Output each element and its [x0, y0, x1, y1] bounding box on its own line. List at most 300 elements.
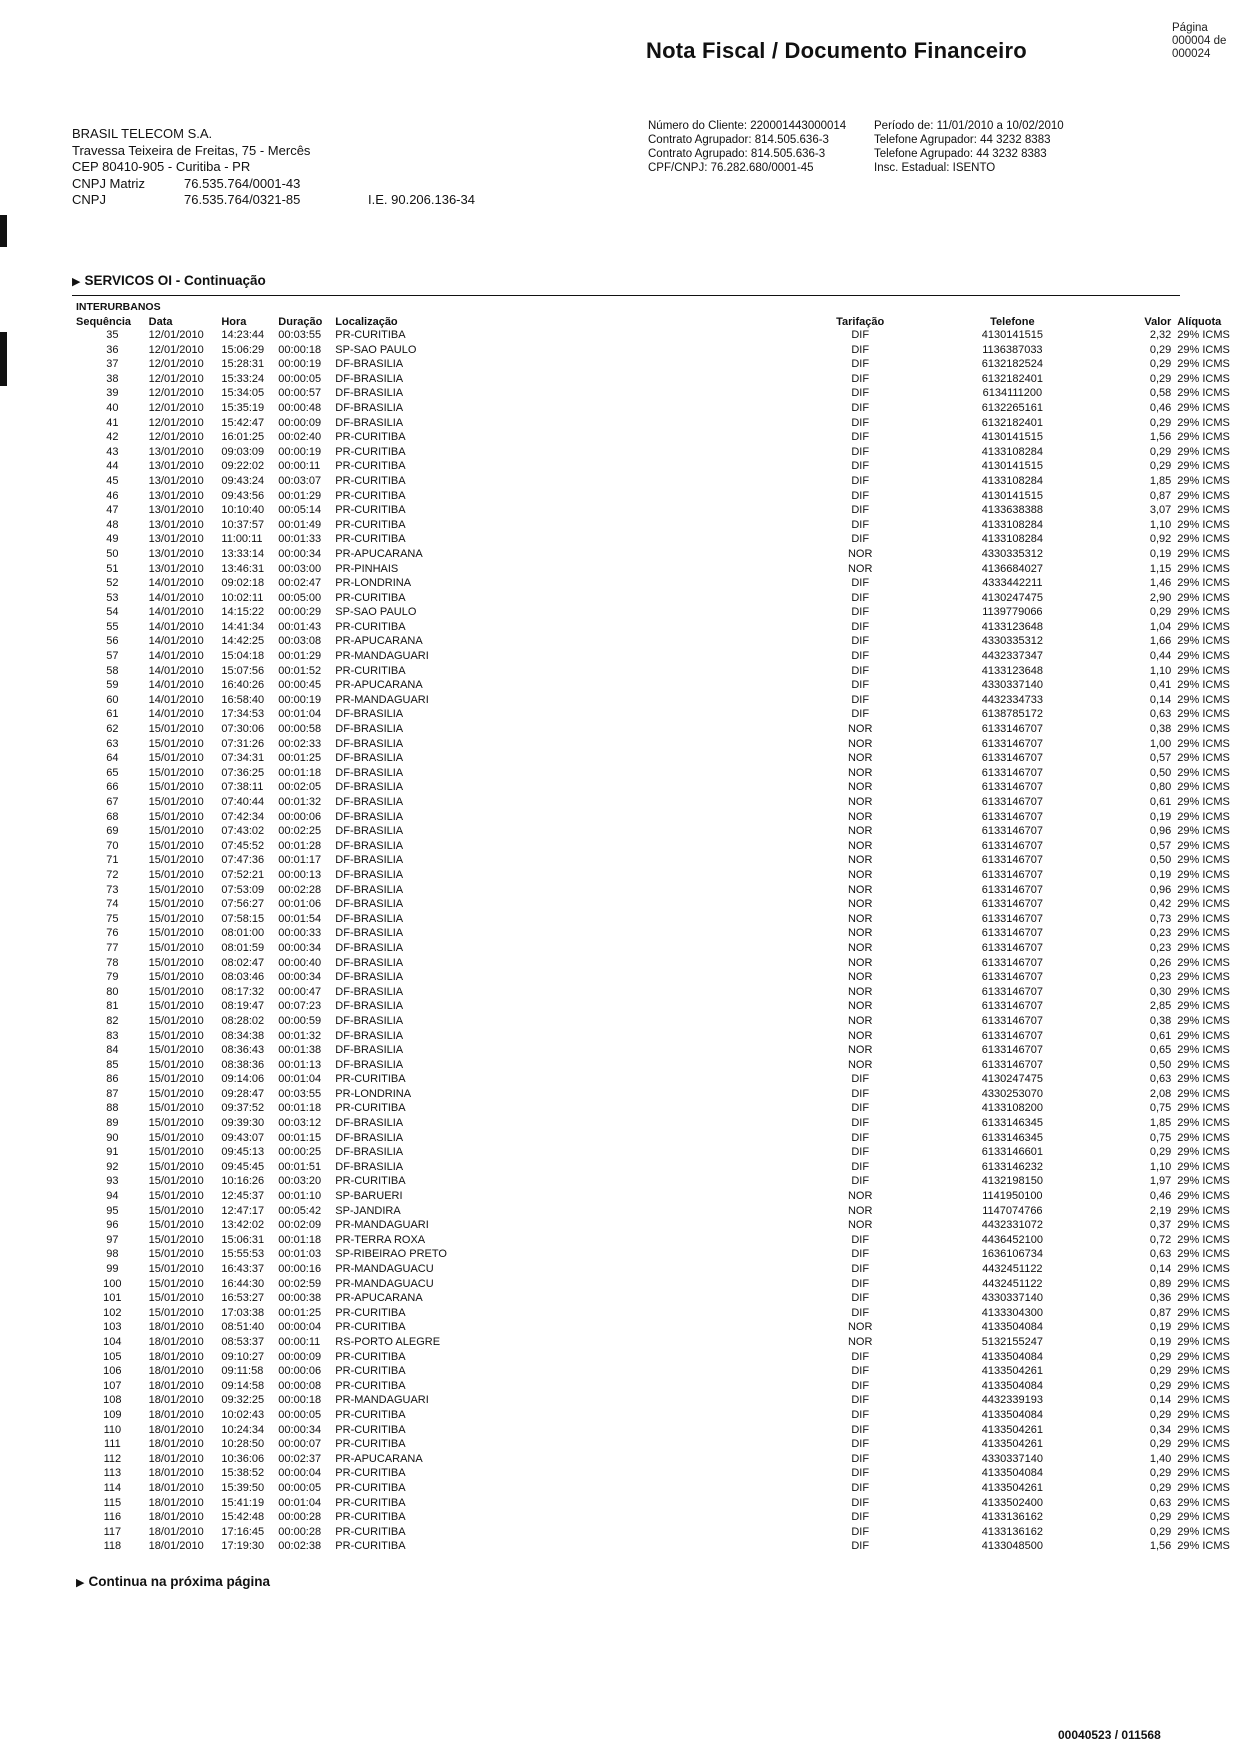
cell-data: 14/01/2010 — [148, 620, 204, 633]
cell-aliquota: 29% ICMS — [1177, 927, 1230, 940]
cell-duracao: 00:00:19 — [278, 445, 322, 458]
cell-sequencia: 35 — [106, 329, 119, 341]
cell-valor: 0,72 — [1149, 1233, 1172, 1246]
table-row — [76, 1043, 1248, 1058]
cell-data: 13/01/2010 — [148, 547, 204, 560]
cell-tarifacao: DIF — [851, 460, 870, 473]
col-header-localizacao: Localização — [335, 316, 398, 328]
cell-data: 15/01/2010 — [148, 1292, 204, 1305]
cell-tarifacao: DIF — [851, 372, 870, 385]
cell-valor: 0,46 — [1149, 1190, 1172, 1203]
table-row — [76, 372, 1248, 387]
table-row — [76, 430, 1248, 445]
cell-duracao: 00:01:52 — [278, 664, 322, 677]
cell-aliquota: 29% ICMS — [1177, 1365, 1230, 1378]
cell-duracao: 00:01:18 — [278, 766, 322, 779]
table-row — [76, 1131, 1248, 1146]
cell-telefone: 6133146707 — [981, 971, 1043, 984]
cell-data: 18/01/2010 — [148, 1321, 204, 1334]
cell-telefone: 4432337347 — [981, 650, 1043, 663]
cell-duracao: 00:00:57 — [278, 387, 322, 400]
cell-aliquota: 29% ICMS — [1177, 1117, 1230, 1130]
cell-telefone: 6138785172 — [981, 708, 1043, 721]
cell-data: 13/01/2010 — [148, 474, 204, 487]
table-row — [76, 503, 1248, 518]
cell-hora: 09:11:58 — [221, 1365, 264, 1378]
table-row — [76, 941, 1248, 956]
cell-localizacao: DF-BRASILIA — [335, 416, 404, 429]
cell-sequencia: 98 — [106, 1248, 119, 1261]
cell-localizacao: DF-BRASILIA — [335, 1146, 404, 1159]
cell-telefone: 4432331072 — [981, 1219, 1043, 1232]
cell-hora: 07:47:36 — [221, 854, 265, 867]
cell-duracao: 00:00:19 — [278, 358, 322, 371]
cell-aliquota: 29% ICMS — [1177, 1467, 1230, 1480]
cell-telefone: 4133108284 — [981, 445, 1043, 458]
cell-sequencia: 54 — [106, 606, 119, 619]
cell-localizacao: RS-PORTO ALEGRE — [335, 1335, 441, 1348]
cell-tarifacao: DIF — [851, 1408, 870, 1421]
cell-tarifacao: NOR — [847, 1029, 873, 1042]
cell-data: 15/01/2010 — [148, 766, 204, 779]
cell-sequencia: 46 — [106, 489, 119, 502]
table-row — [76, 1350, 1248, 1365]
cell-data: 13/01/2010 — [148, 562, 204, 575]
cell-data: 15/01/2010 — [148, 1014, 204, 1027]
cell-tarifacao: DIF — [851, 1365, 870, 1378]
cell-localizacao: PR-TERRA ROXA — [335, 1233, 426, 1246]
cell-telefone: 4133108284 — [981, 518, 1043, 531]
cell-sequencia: 75 — [106, 912, 119, 925]
cell-telefone: 6134111200 — [982, 387, 1043, 400]
cell-data: 15/01/2010 — [148, 971, 204, 984]
cell-data: 12/01/2010 — [148, 372, 204, 385]
cell-hora: 08:34:38 — [221, 1029, 265, 1042]
cell-valor: 0,29 — [1149, 460, 1172, 473]
table-row — [76, 547, 1248, 562]
cell-localizacao: PR-LONDRINA — [335, 1087, 412, 1100]
cell-localizacao: PR-CURITIBA — [335, 1350, 406, 1363]
cell-telefone: 6133146232 — [981, 1160, 1043, 1173]
table-row — [76, 1423, 1248, 1438]
cell-localizacao: PR-MANDAGUARI — [335, 1394, 429, 1407]
cell-localizacao: PR-CURITIBA — [335, 620, 406, 633]
cell-tarifacao: NOR — [847, 1014, 873, 1027]
cell-localizacao: PR-LONDRINA — [335, 577, 412, 590]
cell-localizacao: DF-BRASILIA — [335, 825, 404, 838]
cell-valor: 0,87 — [1149, 489, 1172, 502]
cell-valor: 0,26 — [1149, 956, 1172, 969]
cell-valor: 0,19 — [1149, 868, 1172, 881]
cell-duracao: 00:00:34 — [278, 1423, 322, 1436]
cell-duracao: 00:00:34 — [278, 971, 322, 984]
cell-telefone: 4436452100 — [981, 1233, 1043, 1246]
cell-valor: 0,58 — [1149, 387, 1172, 400]
cell-duracao: 00:00:29 — [278, 606, 322, 619]
section-title: SERVICOS OI - Continuação — [84, 273, 266, 288]
cnpj-value: 76.535.764/0321-85 — [184, 192, 301, 207]
cell-telefone: 4133504084 — [981, 1321, 1043, 1334]
cell-valor: 0,29 — [1149, 445, 1172, 458]
table-row — [76, 839, 1248, 854]
cell-tarifacao: DIF — [851, 1452, 870, 1465]
cell-hora: 15:04:18 — [221, 650, 265, 663]
cell-hora: 07:42:34 — [221, 810, 265, 823]
cell-telefone: 1136387033 — [982, 343, 1043, 356]
table-row — [76, 562, 1248, 577]
cell-telefone: 6133146707 — [981, 796, 1043, 808]
cell-tarifacao: DIF — [851, 1160, 870, 1173]
cell-aliquota: 29% ICMS — [1177, 343, 1230, 356]
cell-valor: 0,92 — [1149, 533, 1172, 546]
cell-hora: 15:35:19 — [221, 401, 265, 414]
cell-telefone: 6133146707 — [981, 1029, 1043, 1042]
cell-duracao: 00:00:40 — [278, 956, 322, 969]
cell-data: 14/01/2010 — [148, 606, 204, 619]
cell-data: 14/01/2010 — [148, 635, 204, 648]
cell-localizacao: PR-CURITIBA — [335, 1496, 406, 1509]
cell-hora: 08:28:02 — [221, 1014, 265, 1027]
cell-telefone: 4432339193 — [981, 1394, 1043, 1407]
cell-duracao: 00:05:14 — [278, 504, 322, 517]
cell-telefone: 4330337140 — [981, 679, 1043, 692]
cell-telefone: 4133123648 — [981, 664, 1043, 677]
table-row — [76, 926, 1248, 941]
cell-duracao: 00:00:07 — [278, 1438, 322, 1451]
cell-tarifacao: NOR — [847, 766, 873, 779]
cell-valor: 0,14 — [1149, 1394, 1172, 1407]
cell-data: 15/01/2010 — [148, 1087, 204, 1100]
cell-telefone: 6132182401 — [981, 372, 1043, 385]
cell-aliquota: 29% ICMS — [1177, 1438, 1230, 1451]
cell-hora: 09:45:45 — [221, 1160, 265, 1173]
cell-localizacao: PR-MANDAGUACU — [335, 1263, 434, 1275]
company-cnpj-matriz — [72, 176, 310, 193]
table-row — [76, 605, 1248, 620]
cell-telefone: 4133304300 — [981, 1306, 1043, 1319]
cell-duracao: 00:01:29 — [278, 650, 322, 663]
cell-duracao: 00:01:29 — [278, 489, 322, 502]
cell-sequencia: 64 — [106, 752, 119, 765]
table-row — [76, 1452, 1248, 1467]
cell-valor: 1,00 — [1149, 737, 1172, 750]
cell-valor: 0,29 — [1149, 1146, 1172, 1159]
company-info — [72, 126, 310, 209]
cell-tarifacao: NOR — [847, 810, 873, 823]
cell-duracao: 00:00:38 — [278, 1292, 322, 1305]
cell-duracao: 00:00:09 — [278, 416, 322, 429]
cell-valor: 0,34 — [1149, 1423, 1172, 1436]
cell-data: 18/01/2010 — [148, 1379, 204, 1392]
cell-aliquota: 29% ICMS — [1177, 1014, 1230, 1027]
cell-aliquota: 29% ICMS — [1177, 1263, 1230, 1275]
table-row — [76, 1510, 1248, 1525]
cell-sequencia: 102 — [103, 1306, 122, 1319]
cell-valor: 0,23 — [1149, 941, 1172, 954]
cell-valor: 0,29 — [1149, 1408, 1172, 1421]
cell-hora: 08:17:32 — [221, 985, 265, 998]
cell-localizacao: PR-CURITIBA — [335, 474, 406, 487]
cell-hora: 07:36:25 — [221, 766, 265, 779]
cell-aliquota: 29% ICMS — [1177, 1496, 1230, 1509]
cell-hora: 08:02:47 — [221, 956, 265, 969]
cell-hora: 15:41:19 — [221, 1496, 265, 1509]
cell-aliquota: 29% ICMS — [1177, 1190, 1230, 1203]
cell-data: 15/01/2010 — [148, 737, 204, 750]
cell-telefone: 6132182524 — [981, 358, 1043, 371]
cell-telefone: 4130141515 — [981, 329, 1043, 341]
cell-telefone: 6133146707 — [981, 1044, 1043, 1057]
table-row — [76, 1408, 1248, 1423]
cell-localizacao: SP-SAO PAULO — [335, 606, 417, 619]
cell-hora: 10:37:57 — [221, 518, 265, 531]
cell-hora: 14:42:25 — [221, 635, 265, 648]
cell-duracao: 00:01:17 — [278, 854, 322, 867]
cell-data: 15/01/2010 — [148, 1160, 204, 1173]
cell-localizacao: PR-APUCARANA — [335, 1452, 423, 1465]
cell-duracao: 00:02:28 — [278, 883, 322, 896]
cell-sequencia: 37 — [106, 358, 119, 371]
cell-duracao: 00:01:18 — [278, 1233, 322, 1246]
cell-telefone: 4432334733 — [981, 693, 1043, 706]
cell-data: 15/01/2010 — [148, 825, 204, 838]
cell-tarifacao: NOR — [847, 1204, 873, 1217]
cell-duracao: 00:00:48 — [278, 401, 322, 414]
cell-tarifacao: NOR — [847, 547, 873, 560]
cell-aliquota: 29% ICMS — [1177, 460, 1230, 473]
cell-sequencia: 69 — [106, 825, 119, 838]
cell-aliquota: 29% ICMS — [1177, 1306, 1230, 1319]
insc-estadual-client: Insc. Estadual: ISENTO — [874, 162, 996, 174]
page-indicator — [1172, 22, 1226, 61]
cell-valor: 0,61 — [1149, 1029, 1172, 1042]
cell-localizacao: PR-CURITIBA — [335, 1423, 406, 1436]
table-row — [76, 386, 1248, 401]
cell-hora: 08:19:47 — [221, 1000, 265, 1013]
page-label: Página — [1172, 22, 1208, 34]
cell-sequencia: 110 — [103, 1423, 122, 1436]
cell-valor: 0,87 — [1149, 1306, 1172, 1319]
table-row — [76, 1145, 1248, 1160]
cell-duracao: 00:01:51 — [278, 1160, 322, 1173]
cell-telefone: 4330337140 — [981, 1452, 1043, 1465]
cell-sequencia: 94 — [106, 1190, 119, 1203]
binder-mark — [0, 215, 7, 247]
cell-hora: 17:34:53 — [221, 708, 265, 721]
cell-aliquota: 29% ICMS — [1177, 1423, 1230, 1436]
cell-data: 15/01/2010 — [148, 1029, 204, 1042]
cell-data: 15/01/2010 — [148, 781, 204, 794]
company-cnpj — [72, 192, 310, 209]
cell-tarifacao: DIF — [851, 1511, 870, 1524]
cell-aliquota: 29% ICMS — [1177, 358, 1230, 371]
cell-hora: 13:46:31 — [221, 562, 265, 575]
table-row — [76, 328, 1248, 343]
cell-aliquota: 29% ICMS — [1177, 1452, 1230, 1465]
cell-telefone: 1147074766 — [982, 1204, 1043, 1217]
cell-telefone: 6133146707 — [981, 898, 1043, 911]
cell-localizacao: DF-BRASILIA — [335, 898, 404, 911]
cell-tarifacao: DIF — [851, 1102, 870, 1115]
table-row — [76, 1364, 1248, 1379]
cell-localizacao: PR-APUCARANA — [335, 547, 423, 560]
cell-aliquota: 29% ICMS — [1177, 810, 1230, 823]
cell-valor: 0,29 — [1149, 1467, 1172, 1480]
cell-sequencia: 84 — [106, 1044, 119, 1057]
cell-hora: 09:43:56 — [221, 489, 265, 502]
cell-aliquota: 29% ICMS — [1177, 533, 1230, 546]
cell-data: 18/01/2010 — [148, 1438, 204, 1451]
cell-aliquota: 29% ICMS — [1177, 854, 1230, 867]
subsection-title: INTERURBANOS — [76, 301, 161, 313]
cell-aliquota: 29% ICMS — [1177, 839, 1230, 852]
cell-duracao: 00:00:11 — [278, 460, 321, 473]
cell-duracao: 00:02:37 — [278, 1452, 322, 1465]
cell-data: 13/01/2010 — [148, 460, 204, 473]
page-current: 000004 de — [1172, 35, 1227, 47]
cell-telefone: 6133146707 — [981, 927, 1043, 940]
cell-localizacao: PR-CURITIBA — [335, 431, 406, 444]
cell-duracao: 00:02:05 — [278, 781, 322, 794]
cell-duracao: 00:03:55 — [278, 1087, 322, 1100]
cell-sequencia: 47 — [106, 504, 119, 517]
cell-telefone: 6133146707 — [981, 1058, 1043, 1071]
cell-sequencia: 73 — [106, 883, 119, 896]
cell-telefone: 6133146707 — [981, 723, 1043, 736]
cell-data: 18/01/2010 — [148, 1335, 204, 1348]
cell-localizacao: PR-PINHAIS — [335, 562, 399, 575]
cell-tarifacao: DIF — [851, 489, 870, 502]
cell-hora: 13:33:14 — [221, 547, 265, 560]
cell-sequencia: 40 — [106, 401, 119, 414]
table-row — [76, 1437, 1248, 1452]
document-title: Nota Fiscal / Documento Financeiro — [646, 38, 1027, 63]
cell-valor: 0,29 — [1149, 1365, 1172, 1378]
cell-hora: 17:03:38 — [221, 1306, 265, 1319]
cell-localizacao: DF-BRASILIA — [335, 1058, 404, 1071]
table-row — [76, 1335, 1248, 1350]
cell-sequencia: 55 — [106, 620, 119, 633]
cell-aliquota: 29% ICMS — [1177, 1219, 1230, 1232]
cell-data: 12/01/2010 — [148, 329, 204, 341]
cell-localizacao: DF-BRASILIA — [335, 854, 404, 867]
cell-duracao: 00:00:34 — [278, 941, 322, 954]
table-row — [76, 634, 1248, 649]
cell-localizacao: DF-BRASILIA — [335, 868, 404, 881]
cell-telefone: 4130141515 — [981, 431, 1043, 444]
cell-hora: 15:28:31 — [221, 358, 265, 371]
cell-tarifacao: DIF — [851, 329, 870, 341]
cell-duracao: 00:00:08 — [278, 1379, 322, 1392]
cell-tarifacao: DIF — [851, 533, 870, 546]
cell-sequencia: 79 — [106, 971, 119, 984]
table-header-row — [76, 314, 1248, 328]
cell-aliquota: 29% ICMS — [1177, 766, 1230, 779]
table-row — [76, 591, 1248, 606]
cell-duracao: 00:00:06 — [278, 1365, 322, 1378]
cell-aliquota: 29% ICMS — [1177, 1511, 1230, 1524]
cell-duracao: 00:00:05 — [278, 1481, 322, 1494]
cell-hora: 09:37:52 — [221, 1102, 265, 1115]
cell-data: 15/01/2010 — [148, 868, 204, 881]
cell-data: 18/01/2010 — [148, 1423, 204, 1436]
col-header-aliquota: Alíquota — [1177, 316, 1222, 328]
cell-duracao: 00:00:05 — [278, 372, 322, 385]
cell-duracao: 00:01:04 — [278, 1073, 322, 1086]
cell-sequencia: 81 — [106, 1000, 119, 1013]
cell-sequencia: 103 — [103, 1321, 122, 1334]
cell-telefone: 6133146707 — [981, 854, 1043, 867]
cell-aliquota: 29% ICMS — [1177, 883, 1230, 896]
cell-aliquota: 29% ICMS — [1177, 693, 1230, 706]
cell-aliquota: 29% ICMS — [1177, 591, 1230, 604]
cell-hora: 16:43:37 — [221, 1263, 265, 1275]
cell-tarifacao: DIF — [851, 693, 870, 706]
cell-sequencia: 65 — [106, 766, 119, 779]
cell-telefone: 4133123648 — [981, 620, 1043, 633]
col-header-tarifacao: Tarifação — [836, 316, 885, 328]
cell-telefone: 6133146707 — [981, 985, 1043, 998]
cell-localizacao: PR-CURITIBA — [335, 1540, 406, 1553]
cell-sequencia: 93 — [106, 1175, 119, 1188]
table-row — [76, 1072, 1248, 1087]
cell-sequencia: 77 — [106, 941, 119, 954]
cell-tarifacao: DIF — [851, 620, 870, 633]
cell-duracao: 00:00:18 — [278, 343, 322, 356]
cell-sequencia: 52 — [106, 577, 119, 590]
cell-sequencia: 95 — [106, 1204, 119, 1217]
table-row — [76, 1262, 1248, 1277]
cell-hora: 10:36:06 — [221, 1452, 265, 1465]
cell-tarifacao: DIF — [851, 650, 870, 663]
cell-valor: 1,56 — [1149, 1540, 1172, 1553]
cell-sequencia: 41 — [106, 416, 119, 429]
cell-sequencia: 82 — [106, 1014, 119, 1027]
cell-aliquota: 29% ICMS — [1177, 562, 1230, 575]
cell-aliquota: 29% ICMS — [1177, 868, 1230, 881]
cell-localizacao: DF-BRASILIA — [335, 387, 404, 400]
col-header-duracao: Duração — [278, 316, 323, 328]
cell-localizacao: DF-BRASILIA — [335, 796, 404, 808]
cell-sequencia: 105 — [103, 1350, 122, 1363]
cell-duracao: 00:01:32 — [278, 1029, 322, 1042]
cell-tarifacao: DIF — [851, 445, 870, 458]
cell-telefone: 4136684027 — [981, 562, 1043, 575]
cell-telefone: 1139779066 — [982, 606, 1043, 619]
table-row — [76, 518, 1248, 533]
cell-data: 14/01/2010 — [148, 679, 204, 692]
cell-tarifacao: NOR — [847, 1321, 873, 1334]
table-row — [76, 985, 1248, 1000]
cell-aliquota: 29% ICMS — [1177, 1481, 1230, 1494]
cell-localizacao: PR-CURITIBA — [335, 664, 406, 677]
cell-hora: 12:47:17 — [221, 1204, 265, 1217]
cell-data: 15/01/2010 — [148, 1233, 204, 1246]
cell-localizacao: PR-APUCARANA — [335, 1292, 423, 1305]
cell-sequencia: 43 — [106, 445, 119, 458]
cell-aliquota: 29% ICMS — [1177, 577, 1230, 590]
table-row — [76, 780, 1248, 795]
cell-tarifacao: NOR — [847, 562, 873, 575]
cell-localizacao: PR-CURITIBA — [335, 1102, 406, 1115]
cell-valor: 0,65 — [1149, 1044, 1172, 1057]
cell-duracao: 00:01:32 — [278, 796, 322, 808]
table-row — [76, 1174, 1248, 1189]
cell-hora: 15:42:47 — [221, 416, 265, 429]
cell-sequencia: 67 — [106, 796, 119, 808]
cell-duracao: 00:00:45 — [278, 679, 322, 692]
cell-localizacao: PR-MANDAGUARI — [335, 693, 429, 706]
